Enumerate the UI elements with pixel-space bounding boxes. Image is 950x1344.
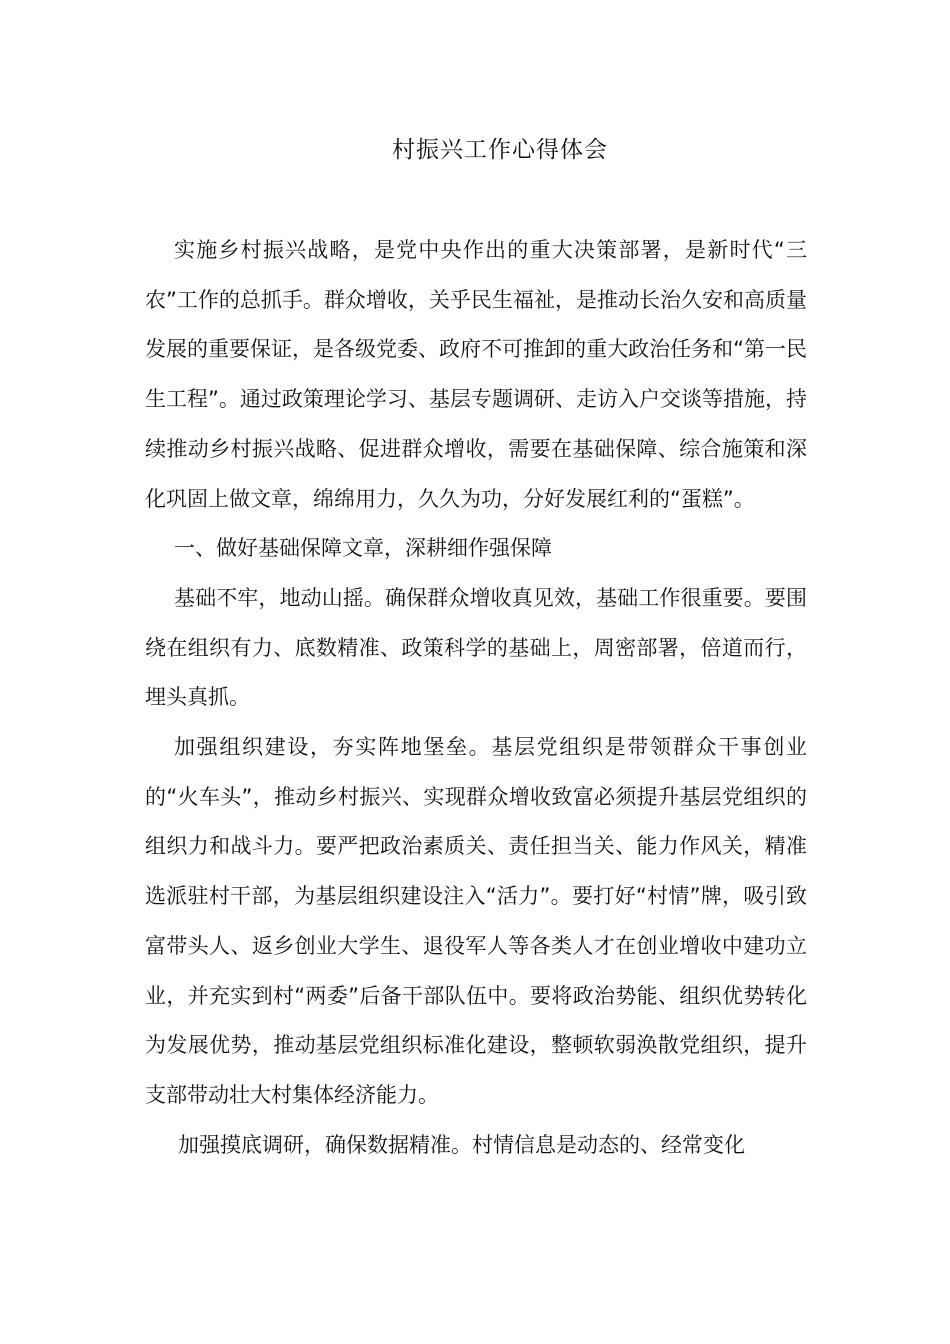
document-body: [145, 226, 807, 1170]
paragraph-survey: 加强摸底调研，确保数据精准。村情信息是动态的、经常变化: [178, 1132, 745, 1157]
page-title: 村振兴工作心得体会: [392, 137, 608, 163]
section-heading-1: 一、做好基础保障文章，深耕细作强保障: [174, 536, 552, 561]
paragraph-foundation: 基础不牢，地动山摇。确保群众增收真见效，基础工作很重要。要围绕在组织有力、底数精准、政策科学的基础上，周密部署，倍道而行，埋头真抓。: [145, 585, 807, 710]
paragraph-organization: 加强组织建设，夯实阵地堡垒。基层党组织是带领群众干事创业的“火车头”，推动乡村振兴、实现群众增收致富必须提升基层党组织的组织力和战斗力。要严把政治素质关、责任担当关、能力作风关，精准选派驻村干部，为基层组织建设注入“活力”。要打好“村情”牌，吸引致富带头人、返乡创业大学生、退役军人等各类人才在创业增收中建功立业，并充实到村“两委”后备干部队伍中。要将政治势能、组织优势转化为发展优势，推动基层党组织标准化建设，整顿软弱涣散党组织，提升支部带动壮大村集体经济能力。: [145, 735, 807, 1107]
paragraph-intro: 实施乡村振兴战略，是党中央作出的重大决策部署，是新时代“三农”工作的总抓手。群众增收，关乎民生福祉，是推动长治久安和高质量发展的重要保证，是各级党委、政府不可推卸的重大政治任务和“第一民生工程”。通过政策理论学习、基层专题调研、走访入户交谈等措施，持续推动乡村振兴战略、促进群众增收，需要在基础保障、综合施策和深化巩固上做文章，绵绵用力，久久为功，分好发展红利的“蛋糕”。: [145, 238, 807, 511]
